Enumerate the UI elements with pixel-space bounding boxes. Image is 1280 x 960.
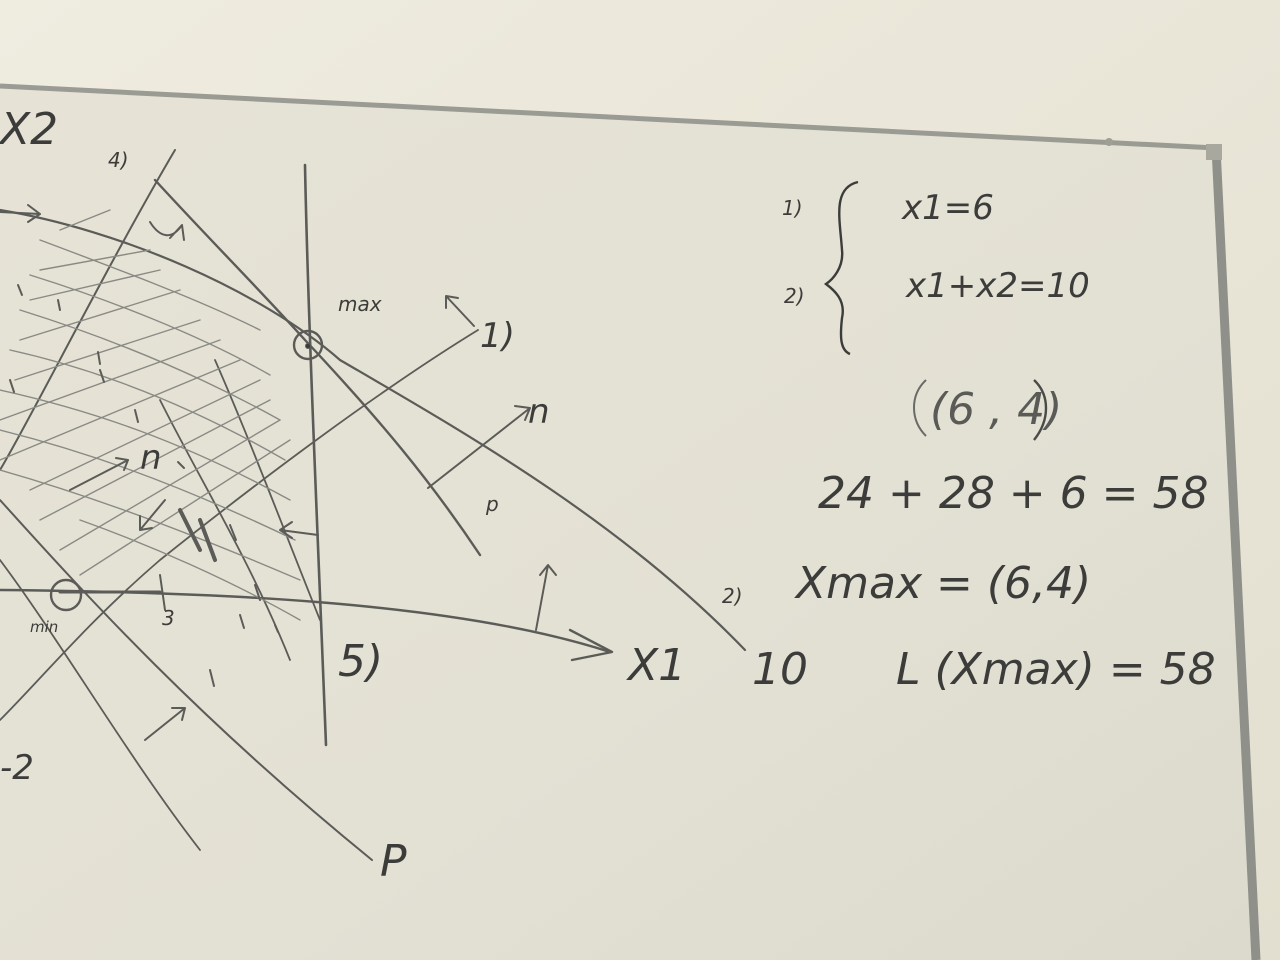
constraint-2-label: 2): [722, 584, 743, 608]
xmax-result: Xmax = (6,4): [796, 558, 1092, 609]
normal-n-label-mid: n: [140, 438, 162, 478]
axis-x1-label: X1: [628, 640, 687, 691]
max-label: max: [338, 292, 382, 316]
normal-n-label-top: n: [528, 392, 550, 432]
tick-3-label: 3: [162, 606, 175, 630]
objective-sum: 24 + 28 + 6 = 58: [818, 468, 1209, 519]
constraint-5-label: 5): [338, 636, 384, 687]
board-magnet: [1105, 138, 1113, 146]
min-label: min: [30, 618, 59, 636]
lmax-result: L (Xmax) = 58: [896, 644, 1216, 695]
solution-point: (6 , 4): [930, 384, 1063, 435]
board-corner: [1206, 144, 1222, 160]
eq2-number: 2): [784, 284, 805, 308]
x1-10-label: 10: [752, 644, 808, 695]
eq1-number: 1): [782, 196, 803, 220]
max-point-dot: [306, 344, 311, 349]
constraint-1-label: 1): [480, 316, 515, 356]
constraint-4-label: 4): [108, 148, 129, 172]
p-label-bottom: P: [380, 836, 407, 887]
eq2: x1+x2=10: [906, 266, 1090, 306]
minus-2-label: -2: [0, 748, 34, 788]
axis-x2-label: X2: [0, 104, 59, 155]
eq1: x1=6: [902, 188, 994, 228]
p-label-mid: p: [486, 492, 499, 516]
